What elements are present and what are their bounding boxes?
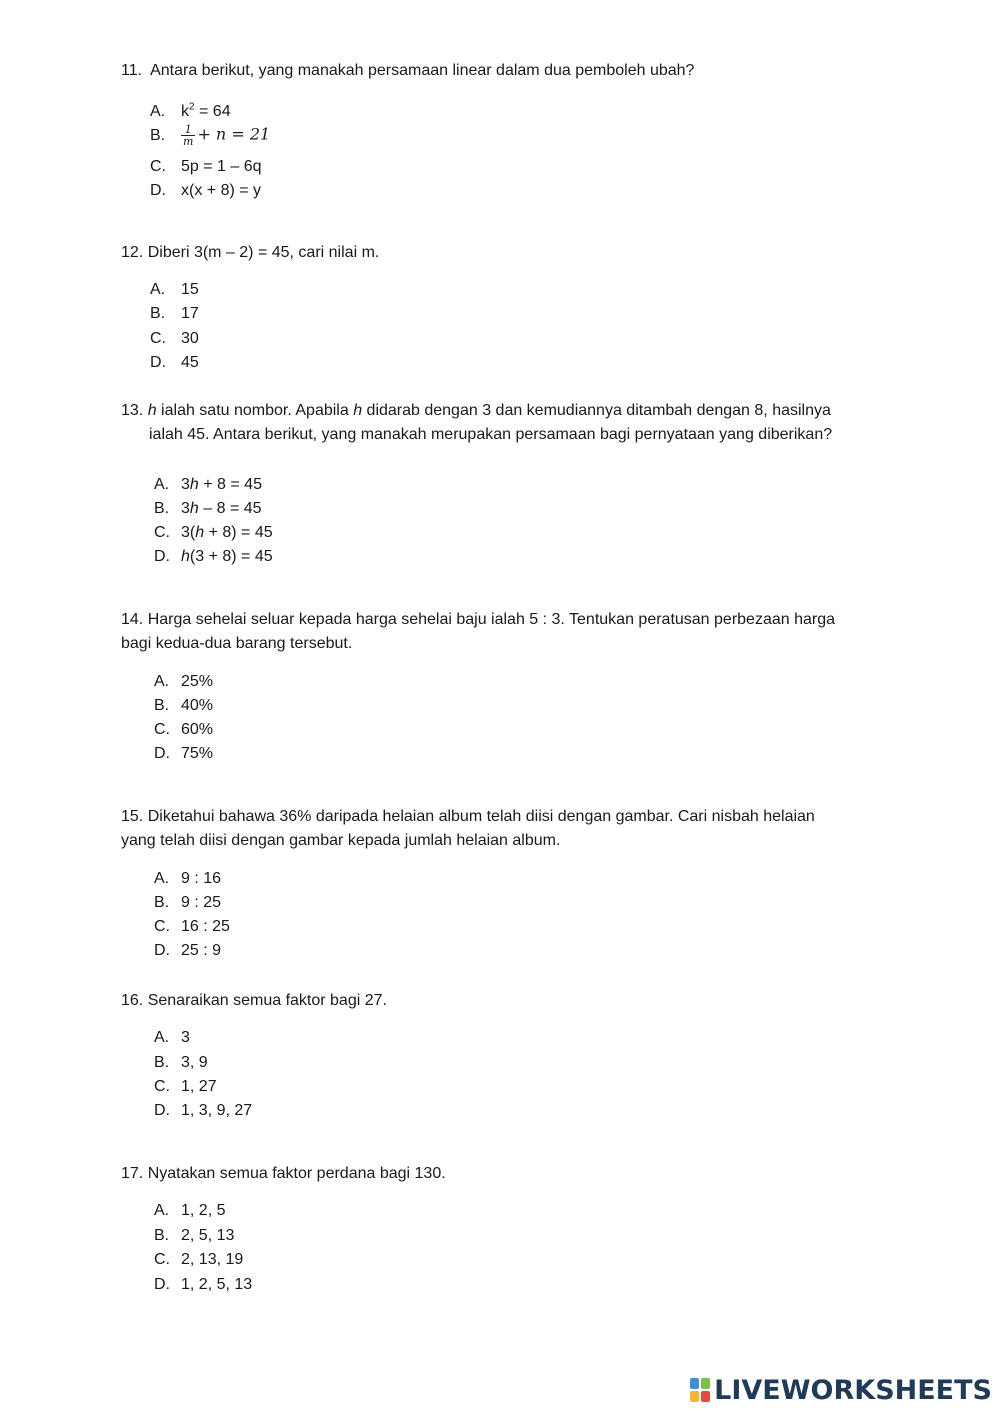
option-text: x(x + 8) = y [181, 182, 262, 199]
option-text: 40% [181, 697, 214, 714]
logo-tile-yellow [690, 1391, 699, 1402]
option-text: 2, 5, 13 [181, 1227, 235, 1244]
option-17-d[interactable] [154, 1275, 252, 1295]
option-16-d[interactable] [154, 1101, 252, 1121]
option-11-b[interactable] [150, 124, 270, 147]
option-14-c[interactable] [154, 720, 213, 740]
option-letter: A. [154, 673, 170, 690]
option-letter: D. [154, 1102, 170, 1119]
option-letter: C. [154, 1078, 170, 1095]
option-letter: A. [154, 870, 170, 887]
option-13-c[interactable] [154, 523, 273, 543]
option-text: + n = 21 [197, 124, 271, 144]
logo-tile-green [701, 1378, 710, 1389]
question-12 [121, 241, 881, 265]
option-12-d[interactable] [150, 353, 199, 373]
option-text: 25 : 9 [181, 942, 222, 959]
option-text: 5p = 1 – 6q [181, 158, 262, 175]
option-letter: B. [154, 1054, 170, 1071]
option-letter: C. [154, 524, 170, 541]
variable-h: h [353, 402, 363, 419]
question-text: Senaraikan semua faktor bagi 27. [147, 992, 387, 1009]
option-text: 1, 3, 9, 27 [181, 1102, 253, 1119]
option-letter: D. [154, 745, 170, 762]
option-16-a[interactable] [154, 1028, 190, 1048]
option-letter: D. [154, 1276, 170, 1293]
question-13: 13. h ialah satu nombor. Apabila h didarab dengan 3 dan kemudiannya ditambah dengan 8, hasilnya ialah 45. Antara berikut, yang manakah merupakan persamaan bagi pernyataan yang diberikan? [121, 399, 901, 447]
option-letter: B. [150, 305, 166, 322]
question-text-continued: ialah 45. Antara berikut, yang manakah merupakan persamaan bagi pernyataan yang diberikan? [149, 426, 833, 443]
option-text: h(3 + 8) = 45 [181, 548, 273, 565]
question-number: 11. [121, 62, 143, 79]
question-number: 15. [121, 808, 144, 825]
question-text: Diketahui bahawa 36% daripada helaian album telah diisi dengan gambar. Cari nisbah helaian [147, 808, 815, 825]
option-letter: B. [154, 894, 170, 911]
question-number: 16. [121, 992, 144, 1009]
question-text: Nyatakan semua faktor perdana bagi 130. [147, 1165, 446, 1182]
option-17-c[interactable] [154, 1250, 243, 1270]
question-text: Harga sehelai seluar kepada harga sehelai baju ialah 5 : 3. Tentukan peratusan perbezaan harga [147, 611, 836, 628]
option-15-c[interactable] [154, 917, 230, 937]
question-17 [121, 1162, 881, 1186]
option-12-a[interactable] [150, 280, 199, 300]
option-14-b[interactable] [154, 696, 213, 716]
option-text: 9 : 25 [181, 894, 222, 911]
liveworksheets-logo[interactable] [690, 1375, 992, 1405]
option-letter: A. [154, 1202, 170, 1219]
option-letter: A. [154, 1029, 170, 1046]
logo-mark-icon [690, 1378, 710, 1402]
option-letter: B. [154, 500, 170, 517]
option-text: 17 [181, 305, 199, 322]
question-14 [121, 608, 881, 656]
option-text: 3, 9 [181, 1054, 208, 1071]
option-11-d[interactable] [150, 181, 261, 201]
option-text: 15 [181, 281, 199, 298]
option-letter: C. [154, 721, 170, 738]
question-text: Diberi 3(m – 2) = 45, cari nilai m. [147, 244, 380, 261]
variable-h: h [147, 402, 157, 419]
option-text: $k^2 = 64$ [181, 102, 231, 121]
logo-tile-red [701, 1391, 710, 1402]
option-11-a[interactable] [150, 98, 231, 122]
option-letter: A. [150, 103, 166, 121]
option-letter: D. [150, 182, 166, 199]
option-14-d[interactable] [154, 744, 213, 764]
option-15-b[interactable] [154, 893, 221, 913]
option-15-d[interactable] [154, 941, 221, 961]
option-letter: D. [154, 942, 170, 959]
option-17-b[interactable] [154, 1226, 234, 1246]
option-letter: C. [154, 918, 170, 935]
option-letter: A. [154, 476, 170, 493]
option-text: 1, 2, 5 [181, 1202, 226, 1219]
question-number: 17. [121, 1165, 144, 1182]
option-text: 3h + 8 = 45 [181, 476, 262, 493]
question-11 [121, 59, 881, 83]
question-text: Antara berikut, yang manakah persamaan linear dalam dua pemboleh ubah? [150, 62, 695, 79]
question-16 [121, 989, 881, 1013]
option-16-b[interactable] [154, 1053, 208, 1073]
option-14-a[interactable] [154, 672, 213, 692]
option-letter: B. [154, 697, 170, 714]
option-text: 1, 2, 5, 13 [181, 1276, 253, 1293]
option-letter: C. [150, 330, 166, 347]
option-text: 16 : 25 [181, 918, 230, 935]
option-letter: C. [150, 158, 166, 175]
logo-text: LIVEWORKSHEETS [714, 1374, 992, 1406]
logo-tile-blue [690, 1378, 699, 1389]
option-text: 3 [181, 1029, 190, 1046]
fraction: $\frac{1}{m}$ [183, 123, 194, 148]
option-13-d[interactable] [154, 547, 273, 567]
option-text: 25% [181, 673, 214, 690]
option-letter: C. [154, 1251, 170, 1268]
option-letter: B. [150, 126, 166, 144]
option-15-a[interactable] [154, 869, 221, 889]
question-15 [121, 805, 881, 853]
option-text: 75% [181, 745, 214, 762]
option-12-b[interactable] [150, 304, 199, 324]
option-11-c[interactable] [150, 157, 262, 177]
question-number: 14. [121, 611, 144, 628]
option-text: 2, 13, 19 [181, 1251, 244, 1268]
option-13-b[interactable] [154, 499, 262, 519]
option-12-c[interactable] [150, 329, 199, 349]
option-text: 45 [181, 354, 199, 371]
question-number: 12. [121, 244, 144, 261]
option-text: 1, 27 [181, 1078, 217, 1095]
option-text: 3(h + 8) = 45 [181, 524, 273, 541]
option-letter: D. [154, 548, 170, 565]
option-text: 3h – 8 = 45 [181, 500, 262, 517]
option-letter: B. [154, 1227, 170, 1244]
option-letter: A. [150, 281, 166, 298]
question-number: 13. [121, 402, 144, 419]
question-text-continued: bagi kedua-dua barang tersebut. [121, 635, 353, 652]
option-text: 60% [181, 721, 214, 738]
option-16-c[interactable] [154, 1077, 217, 1097]
option-17-a[interactable] [154, 1201, 225, 1221]
question-text-continued: yang telah diisi dengan gambar kepada jumlah helaian album. [121, 832, 561, 849]
option-letter: D. [150, 354, 166, 371]
option-13-a[interactable] [154, 475, 262, 495]
option-text: 9 : 16 [181, 870, 222, 887]
option-text: 30 [181, 330, 199, 347]
